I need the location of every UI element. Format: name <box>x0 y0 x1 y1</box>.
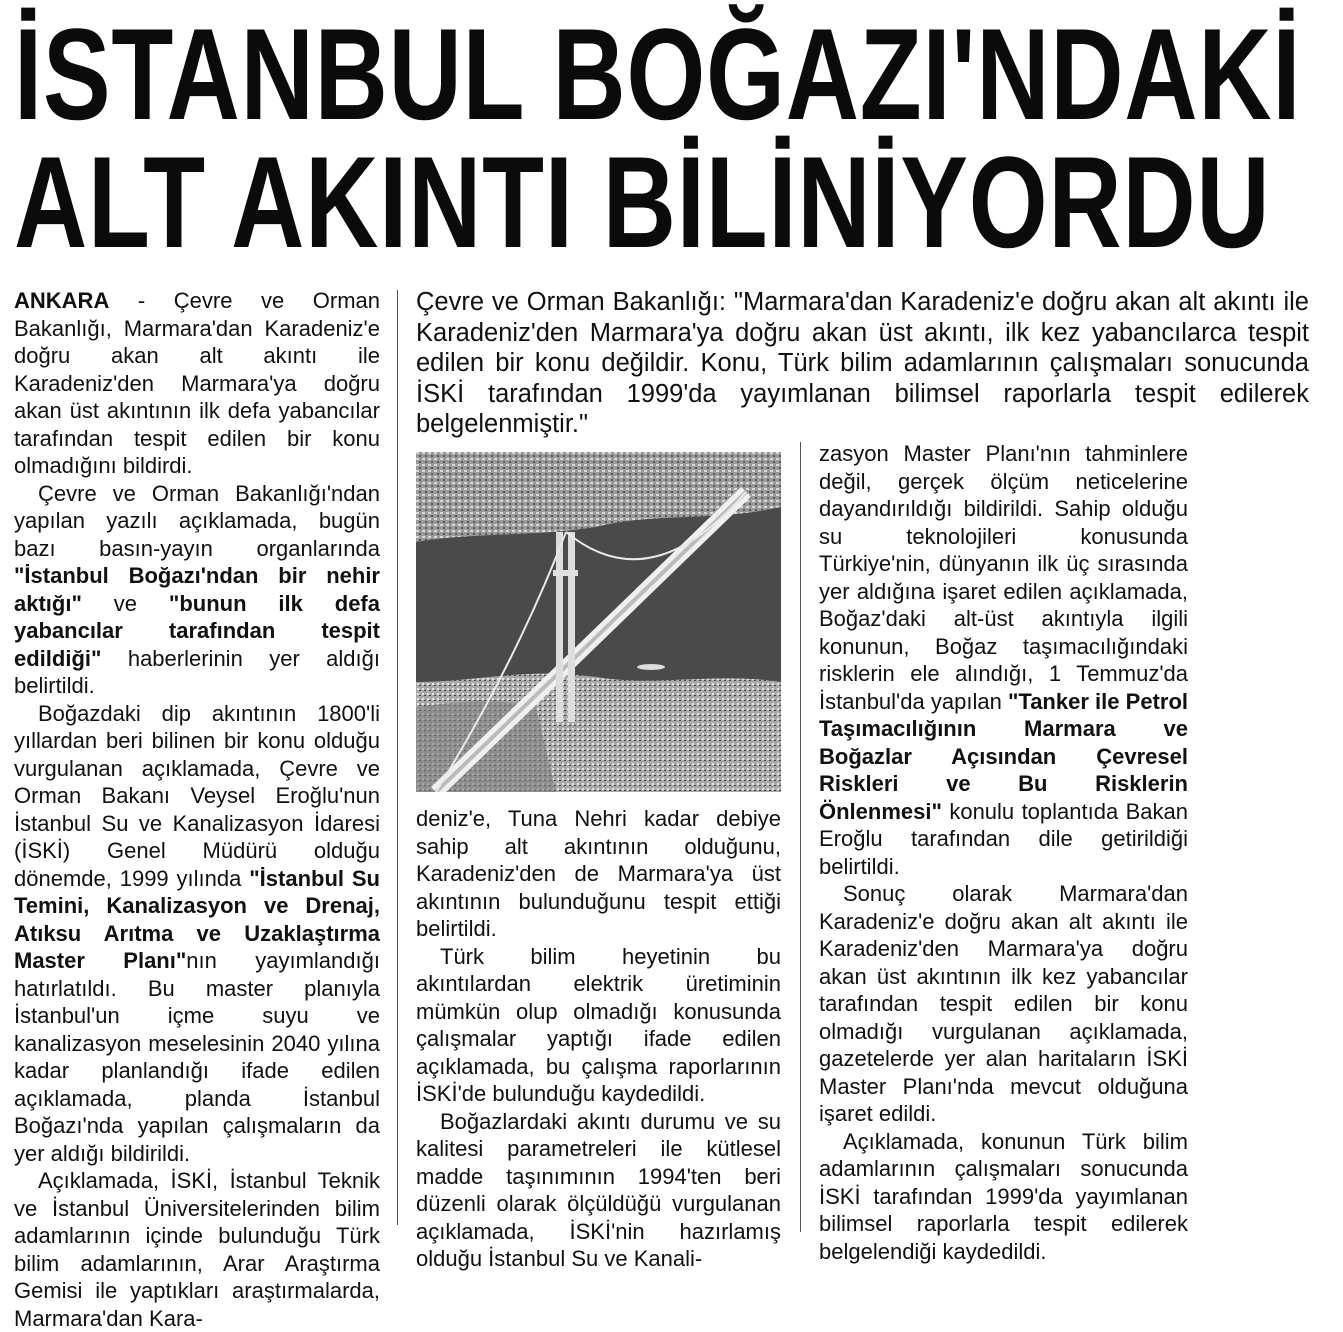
headline-line-2: ALT AKINTI BİLİNİYORDU <box>14 129 1271 275</box>
paragraph-9: Sonuç olarak Marmara'dan Karadeniz'e doğru akan alt akıntı ile Karadeniz'den Marmara'ya doğru akan üst akıntının ilk kez yabancılar tarafından tespit edilen bir konu olmadığı vurgulanan açıklamada, gazetelerde yer alan haritaların İSKİ Master Planı'nda mevcut olduğuna işaret edildi. <box>819 881 1188 1126</box>
column-rule-2 <box>800 442 801 1232</box>
paragraph-2 <box>14 480 380 700</box>
article-column-1 <box>14 287 380 1332</box>
paragraph-8 <box>819 440 1188 880</box>
bridge-photo-graphic <box>416 452 781 792</box>
lead-quote <box>416 287 1309 440</box>
p8-text-c: konulu toplantıda Bakan Eroğlu tarafından dile getirildiği belirtildi. <box>819 798 1188 879</box>
p2-text-a: Çevre ve Orman Bakanlığı'ndan yapılan yazılı açıklamada, bugün bazı basın-yayın organlarında <box>14 480 380 561</box>
paragraph-4: Açıklamada, İSKİ, İstanbul Teknik ve İstanbul Üniversitelerinden bilim adamlarının içinde bulunduğu Türk bilim adamlarının, Arar Araştırma Gemisi ile yaptıkları araştırmalarda, Marmara'dan Kara- <box>14 1168 380 1331</box>
headline-line-1: İSTANBUL BOĞAZI'NDAKİ <box>14 1 1302 147</box>
p2-text-c: ve <box>81 590 169 616</box>
paragraph-5: deniz'e, Tuna Nehri kadar debiye sahip alt akıntının olduğunu, Karadeniz'den de Marmara'ya üst akıntının bulunduğunu tespit ettiği belirtildi. <box>416 806 781 941</box>
p2-quote-1: "İstanbul Boğazı'ndan bir nehir aktığı" <box>14 563 380 616</box>
p8-quote: "Tanker ile Petrol Taşımacılığının Marmara ve Boğazlar Açısından Çevresel Riskleri ve Bu Risklerin Önlenmesi" <box>819 688 1188 824</box>
paragraph-7: Boğazlardaki akıntı durumu ve su kalitesi parametreleri ile kütlesel madde taşınımının 1994'ten beri düzenli olarak ölçüldüğü vurgulanan açıklamada, İSKİ'nin hazırlamış olduğu İstanbul Su ve Kanali- <box>416 1108 781 1271</box>
paragraph-3 <box>14 700 380 1168</box>
p3-text-c: nın yayımlandığı hatırlatıldı. Bu master planıyla İstanbul'un içme suyu ve kanalizasyon meselesinin 2040 yılına kadar planlandığı ifade edilen açıklamada, planda İstanbul Boğazı'nda yapılan çalışmaların da yer aldığı bildirildi. <box>14 948 380 1166</box>
paragraph-1-text: - Çevre ve Orman Bakanlığı, Marmara'dan Karadeniz'e doğru akan alt akıntı ile Karadeniz'den Marmara'ya doğru akan üst akıntının ilk defa yabancılar tarafından tespit edilen bir konu olmadığını bildirdi. <box>14 288 380 478</box>
article-column-2 <box>416 805 781 1273</box>
column-rule-1 <box>397 290 398 1225</box>
paragraph-1 <box>14 287 380 480</box>
dateline: ANKARA <box>14 288 110 313</box>
bridge-photo <box>416 452 781 792</box>
p3-quote: "İstanbul Su Temini, Kanalizasyon ve Drenaj, Atıksu Arıtma ve Uzaklaştırma Master Planı" <box>14 865 380 973</box>
article-column-3 <box>819 440 1188 1265</box>
p2-quote-2: "bunun ilk defa yabancılar tarafından tespit edildiği" <box>14 590 380 671</box>
paragraph-10: Açıklamada, konunun Türk bilim adamlarının çalışmaları sonucunda İSKİ tarafından 1999'da yayımlanan bilimsel raporlarla tespit edilerek belgelendiği kaydedildi. <box>819 1128 1188 1264</box>
paragraph-6: Türk bilim heyetinin bu akıntılardan elektrik üretiminin mümkün olup olmadığı konusunda çalışmalar yaptığı ifade edilen açıklamada, bu çalışma raporlarının İSKİ'de bulunduğu kaydedildi. <box>416 943 781 1106</box>
p3-text-a: Boğazdaki dip akıntının 1800'li yıllardan beri bilinen bir konu olduğu vurgulanan açıklamada, Çevre ve Orman Bakanı Veysel Eroğlu'nun İstanbul Su ve Kanalizasyon İdaresi (İSKİ) Genel Müdürü olduğu dönemde, 1999 yılında <box>14 700 380 891</box>
lead-quote-text: Çevre ve Orman Bakanlığı: "Marmara'dan Karadeniz'e doğru akan alt akıntı ile Karadeniz'den Marmara'ya doğru akan üst akıntı, ilk kez yabancılarca tespit edilen bir konu değildir. Konu, Türk bilim adamlarının çalışmaları sonucunda İSKİ tarafından 1999'da yayımlanan bilimsel raporlarla tespit edilerek belgelenmiştir." <box>416 288 1309 438</box>
p2-text-d: haberlerinin yer aldığı belirtildi. <box>14 645 380 698</box>
p8-text-a: zasyon Master Planı'nın tahminlere değil, gerçek ölçüm neticelerine dayandırıldığı bildirildi. Sahip olduğu su teknolojileri konusunda Türkiye'nin, dünyanın ilk üç sırasında yer aldığına işaret edilen açıklamada, Boğaz'daki alt-üst akıntıyla ilgili konunun, Boğaz taşımacılığındaki risklerin ele alındığı, 1 Temmuz'da İstanbul'da yapılan <box>819 441 1188 714</box>
